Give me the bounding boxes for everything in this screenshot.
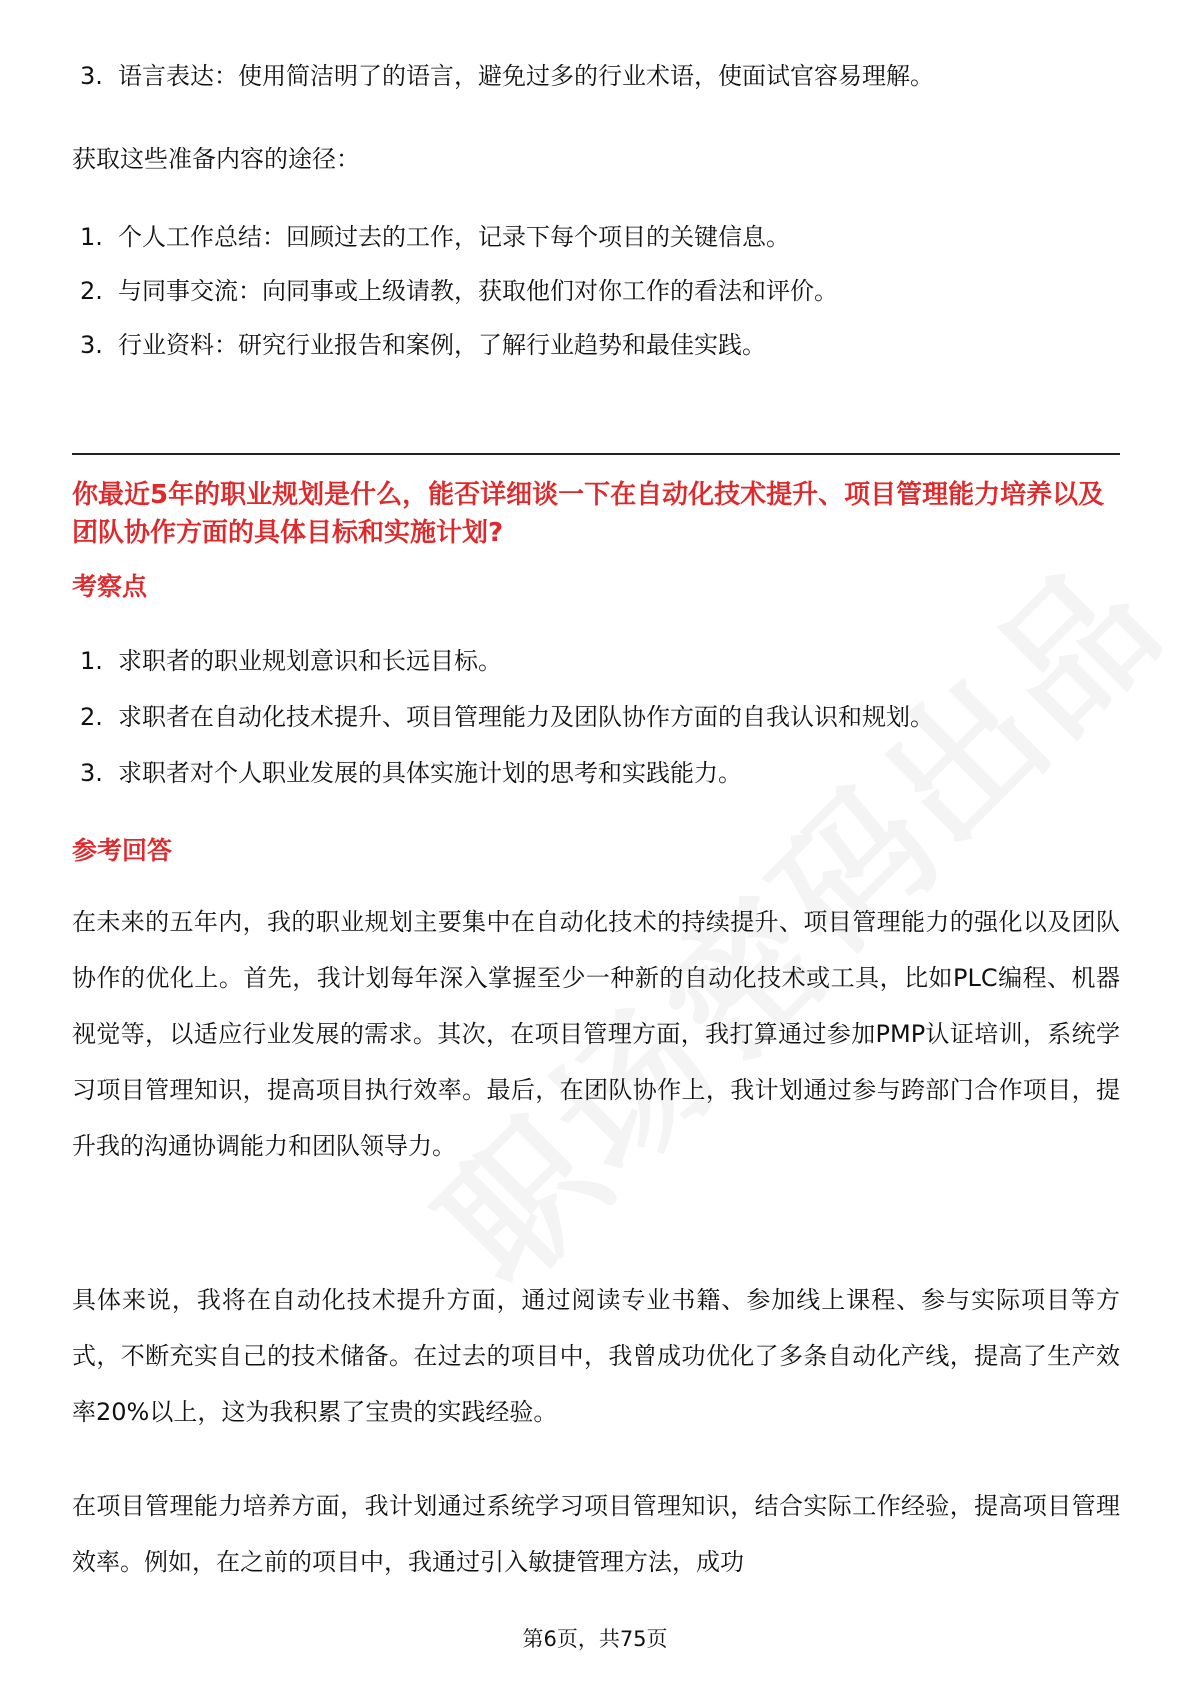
- list-item-text: 求职者在自动化技术提升、项目管理能力及团队协作方面的自我认识和规划。: [118, 703, 934, 731]
- answer-paragraph: 具体来说，我将在自动化技术提升方面，通过阅读专业书籍、参加线上课程、参与实际项目等方式，不断充实自己的技术储备。在过去的项目中，我曾成功优化了多条自动化产线，提高了生产效率20%以上，这为我积累了宝贵的实践经验。: [72, 1286, 1120, 1426]
- interview-question: 你最近5年的职业规划是什么，能否详细谈一下在自动化技术提升、项目管理能力培养以及团队协作方面的具体目标和实施计划?: [72, 480, 1105, 548]
- list-item-text: 求职者的职业规划意识和长远目标。: [118, 647, 502, 675]
- list-item-text: 个人工作总结：回顾过去的工作，记录下每个项目的关键信息。: [118, 223, 790, 251]
- answer-paragraph: 在未来的五年内，我的职业规划主要集中在自动化技术的持续提升、项目管理能力的强化以及团队协作的优化上。首先，我计划每年深入掌握至少一种新的自动化技术或工具，比如PLC编程、机器视觉等，以适应行业发展的需求。其次，在项目管理方面，我打算通过参加PMP认证培训，系统学习项目管理知识，提高项目执行效率。最后，在团队协作上，我计划通过参与跨部门合作项目，提升我的沟通协调能力和团队领导力。: [72, 908, 1120, 1160]
- list-item-text: 求职者对个人职业发展的具体实施计划的思考和实践能力。: [118, 759, 742, 787]
- list-item: [80, 702, 934, 732]
- list-item-text: 行业资料：研究行业报告和案例，了解行业趋势和最佳实践。: [118, 331, 766, 359]
- focus-title: 考察点: [72, 572, 148, 601]
- list-item-number: 2.: [80, 703, 103, 731]
- list-item-number: 3.: [80, 62, 103, 90]
- list-item-text: 语言表达：使用简洁明了的语言，避免过多的行业术语，使面试官容易理解。: [118, 62, 934, 90]
- list-item-number: 1.: [80, 647, 103, 675]
- list-item: [80, 646, 502, 676]
- list-item-number: 3.: [80, 331, 103, 359]
- page-footer: 第6页，共75页: [522, 1627, 668, 1651]
- focus-list: [80, 0, 1120, 800]
- list-item-number: 2.: [80, 277, 103, 305]
- list-item-number: 1.: [80, 223, 103, 251]
- list-item-text: 与同事交流：向同事或上级请教，获取他们对你工作的看法和评价。: [118, 277, 838, 305]
- answer-title: 参考回答: [72, 836, 173, 865]
- list-item-number: 3.: [80, 759, 103, 787]
- answer-paragraph: 在项目管理能力培养方面，我计划通过系统学习项目管理知识，结合实际工作经验，提高项目管理效率。例如，在之前的项目中，我通过引入敏捷管理方法，成功: [72, 1492, 1120, 1576]
- sources-heading: 获取这些准备内容的途径：: [72, 145, 360, 173]
- list-item: [80, 758, 742, 788]
